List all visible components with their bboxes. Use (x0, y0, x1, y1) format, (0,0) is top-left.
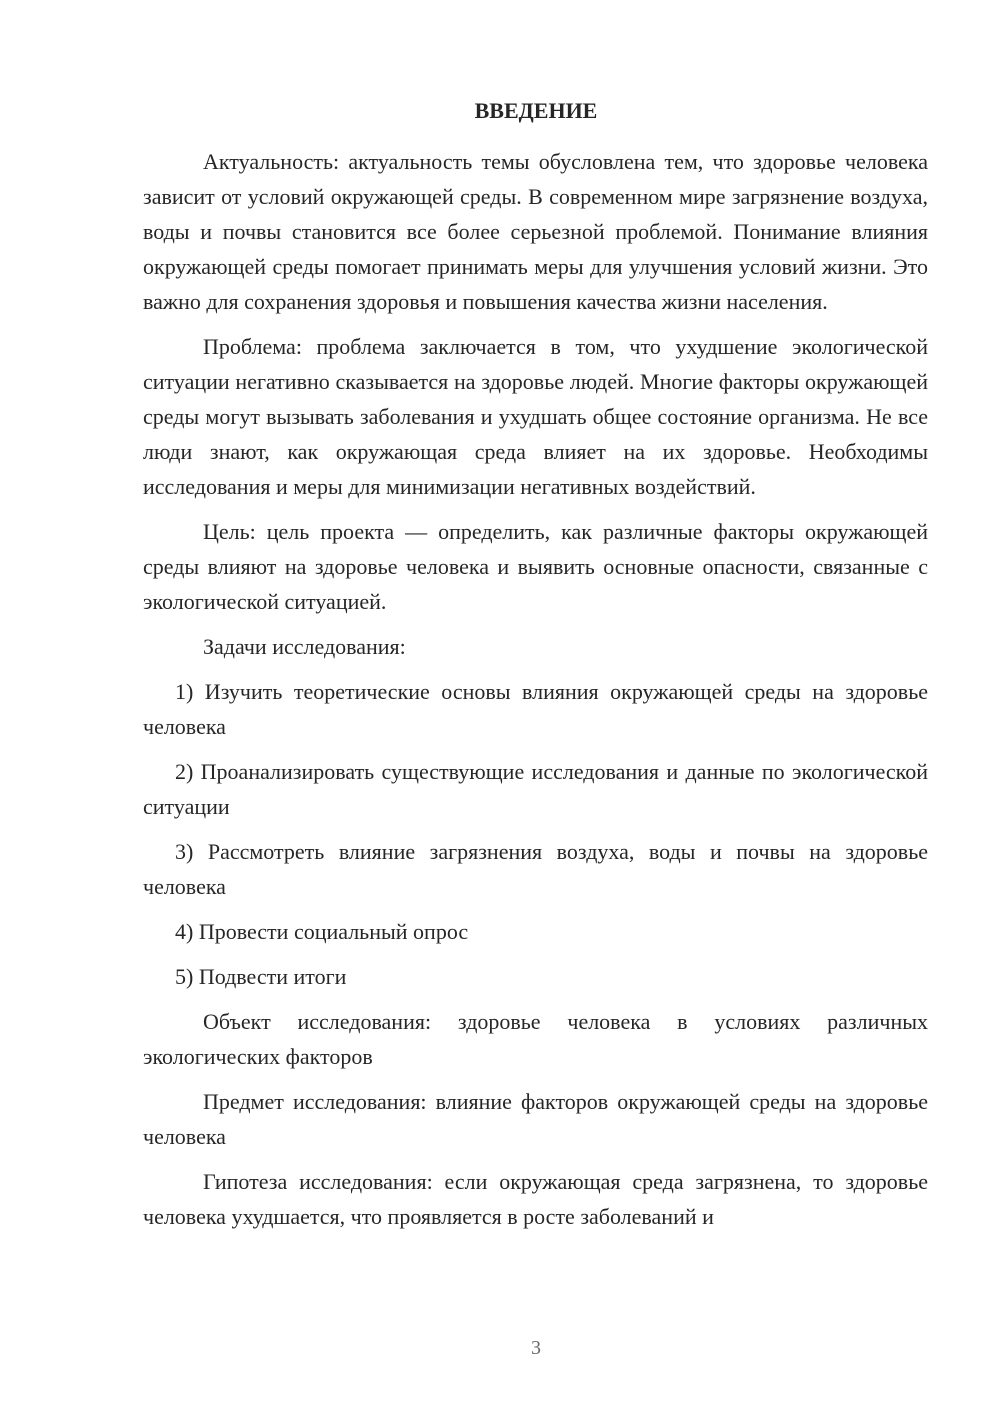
paragraph-tasks-intro: Задачи исследования: (203, 634, 406, 659)
page-number: 3 (531, 1337, 541, 1359)
paragraph-subject: Предмет исследования: влияние факторов окружающей среды на здоровье человека (143, 1089, 928, 1149)
task-item: 2) Проанализировать существующие исследования и данные по экологической ситуации (143, 759, 928, 819)
paragraph-goal: Цель: цель проекта — определить, как различные факторы окружающей среды влияют на здоровье человека и выявить основные опасности, связанные с экологической ситуацией. (143, 519, 928, 614)
task-item: 4) Провести социальный опрос (175, 919, 469, 944)
paragraph-hypothesis: Гипотеза исследования: если окружающая среда загрязнена, то здоровье человека ухудшается, что проявляется в росте заболеваний и (143, 1169, 928, 1229)
task-item: 3) Рассмотреть влияние загрязнения воздуха, воды и почвы на здоровье человека (143, 839, 928, 899)
section-heading: ВВЕДЕНИЕ (474, 98, 598, 123)
paragraph-object: Объект исследования: здоровье человека в условиях различных экологических факторов (143, 1009, 928, 1069)
task-item: 5) Подвести итоги (175, 964, 347, 989)
task-item: 1) Изучить теоретические основы влияния окружающей среды на здоровье человека (143, 679, 928, 739)
paragraph-relevance: Актуальность: актуальность темы обусловлена тем, что здоровье человека зависит от условий окружающей среды. В современном мире загрязнение воздуха, воды и почвы становится все более серьезной проблемой. Понимание влияния окружающей среды помогает принимать меры для улучшения условий жизни. Это важно для сохранения здоровья и повышения качества жизни населения. (143, 149, 928, 314)
body-text (143, 144, 928, 1244)
paragraph-problem: Проблема: проблема заключается в том, что ухудшение экологической ситуации негативно сказывается на здоровье людей. Многие факторы окружающей среды могут вызывать заболевания и ухудшать общее состояние организма. Не все люди знают, как окружающая среда влияет на их здоровье. Необходимы исследования и меры для минимизации негативных воздействий. (143, 334, 928, 499)
